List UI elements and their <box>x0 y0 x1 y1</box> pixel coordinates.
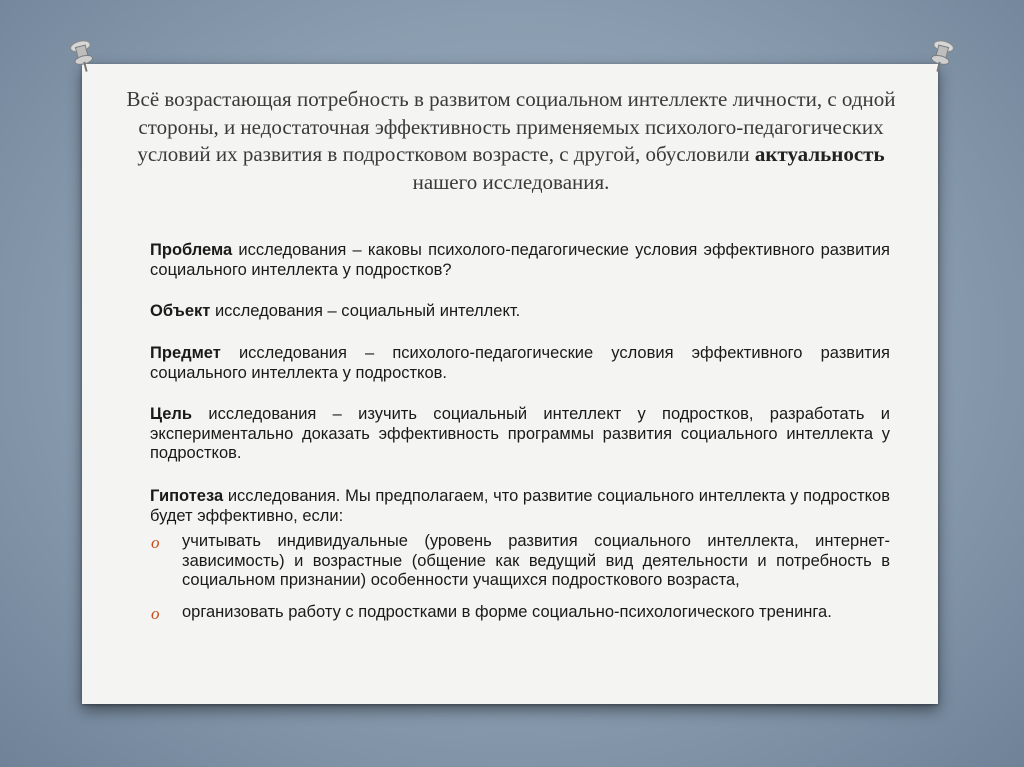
intro-text-end: нашего исследования. <box>412 169 610 194</box>
intro-text: Всё возрастающая потребность в развитом социальном интеллекте личности, с одной стороны, и недостаточная эффективность применяемых психолого-педагогических условий их развития в подростковом возрасте, с другой, обусловили <box>126 87 896 166</box>
hypothesis-paragraph <box>150 487 890 526</box>
goal-text: исследования – изучить социальный интеллект у подростков, разработать и экспериментально доказать эффективность программы развития социального интеллекта у подростков. <box>150 405 890 462</box>
relevance-term: актуальность <box>754 142 885 166</box>
subject-paragraph <box>150 344 890 383</box>
pushpin-icon <box>924 37 957 76</box>
object-paragraph <box>150 302 890 322</box>
object-term: Объект <box>150 302 211 320</box>
problem-paragraph <box>150 241 890 280</box>
subject-text: исследования – психолого-педагогические условия эффективного развития социального интеллекта у подростков. <box>150 344 890 382</box>
pushpin-icon <box>66 37 99 76</box>
bullet-marker-icon: o <box>151 533 160 552</box>
hypothesis-conditions-list <box>150 532 890 634</box>
subject-term: Предмет <box>150 344 221 362</box>
object-text: исследования – социальный интеллект. <box>210 302 521 320</box>
goal-paragraph <box>150 405 890 464</box>
goal-term: Цель <box>150 405 193 423</box>
intro-heading <box>120 86 902 196</box>
problem-term: Проблема <box>150 241 233 259</box>
list-item <box>150 603 890 623</box>
list-item-text: организовать работу с подростками в форме социально-психологического тренинга. <box>182 602 832 621</box>
bullet-marker-icon: o <box>151 603 160 623</box>
list-item-text: учитывать индивидуальные (уровень развития социального интеллекта, интернет-зависимость) и возрастные (общение как ведущий вид деятельности и потребность в социальном признании) особенности учащихся подросткового возраста, <box>182 532 890 589</box>
hypothesis-text: исследования. Мы предполагаем, что развитие социального интеллекта у подростков будет эффективно, если: <box>150 487 890 525</box>
list-item <box>150 532 890 591</box>
hypothesis-term: Гипотеза <box>150 487 224 505</box>
problem-text: исследования – каковы психолого-педагогические условия эффективного развития социального интеллекта у подростков? <box>150 241 890 279</box>
